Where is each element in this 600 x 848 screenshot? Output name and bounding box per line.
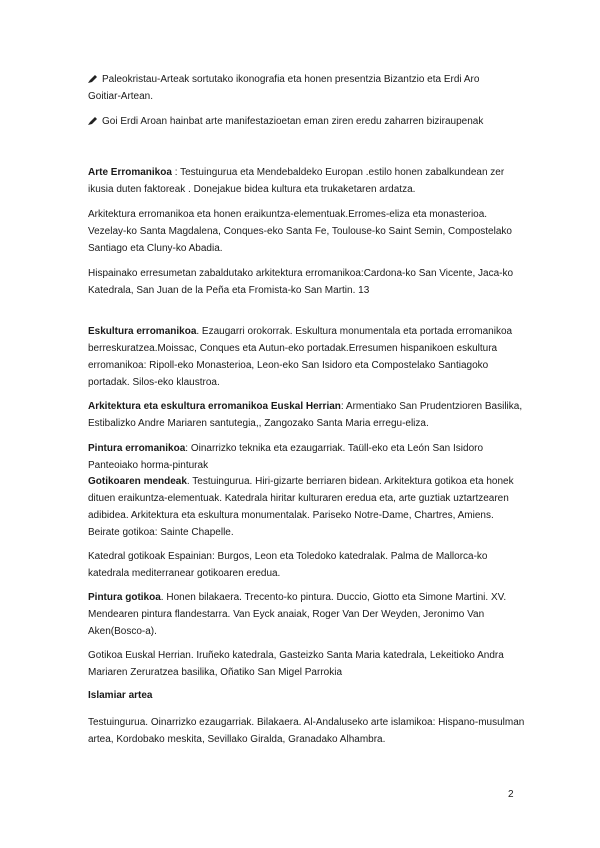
- bullet-continuation: [88, 88, 528, 105]
- pen-bullet-icon: [88, 75, 97, 83]
- paragraph-text: : Armentiako San Prudentzioren Basilika, Estibalizko Andre Mariaren santutegia,, Zangozako Santa Maria erregu-eliza.: [88, 401, 523, 429]
- paragraph-hispania: [88, 265, 528, 299]
- pen-bullet-icon: [88, 117, 97, 125]
- paragraph-text: : Testuingurua eta Mendebaldeko Europan .estilo honen zabalkundean zer ikusia duten faktoreak . Donejakue bidea kultura eta trukaketaren ardatza.: [88, 167, 505, 195]
- page-number: 2: [508, 789, 514, 800]
- paragraph-pintura-gotikoa: [88, 589, 528, 640]
- paragraph-arkitektura: [88, 206, 528, 257]
- paragraph-euskal-erromanikoa: [88, 398, 528, 432]
- paragraph-euskal-gotikoa: [88, 647, 528, 681]
- paragraph-pintura-erromanikoa: [88, 440, 528, 474]
- paragraph-text: Hispainako erresumetan zabaldutako arkitektura erromanikoa:Cardona-ko San Vicente, Jaca-ko Katedrala, San Juan de la Peña eta Fromista-ko San Martin. 13: [88, 268, 514, 296]
- paragraph-text: . Honen bilakaera. Trecento-ko pintura. Duccio, Giotto eta Simone Martini. XV. Mendearen pintura flandestarra. Van Eyck anaiak, Roger Van Der Weyden, Jeronimo Van Aken(Bosco-a).: [88, 592, 507, 637]
- bullet-text: Paleokristau-Arteak sortutako ikonografia eta honen presentzia Bizantzio eta Erdi Aro: [102, 74, 480, 85]
- paragraph-espainia: [88, 548, 528, 582]
- bullet-item: [88, 71, 528, 88]
- bullet-text: Goi Erdi Aroan hainbat arte manifestazioetan eman ziren eredu zaharren biziraupenak: [102, 116, 484, 127]
- section-heading: Arkitektura eta eskultura erromanikoa Euskal Herrian: [88, 401, 341, 412]
- section-heading: Arte Erromanikoa: [88, 167, 172, 178]
- paragraph-text: : Oinarrizko teknika eta ezaugarriak. Taüll-eko eta León San Isidoro Panteoiako horma-pinturak: [88, 443, 484, 471]
- section-heading: Pintura gotikoa: [88, 592, 161, 603]
- paragraph-text: Gotikoa Euskal Herrian. Iruñeko katedrala, Gasteizko Santa Maria katedrala, Lekeitioko Andra Mariaren Zeruratzea basilika, Oñatiko San Migel Parrokia: [88, 650, 504, 678]
- section-heading: Pintura erromanikoa: [88, 443, 186, 454]
- section-heading: Eskultura erromanikoa: [88, 326, 197, 337]
- paragraph-text: . Ezaugarri orokorrak. Eskultura monumentala eta portada erromanikoa berreskuratzea.Moissac, Conques eta Autun-eko portadak.Erresumen hispanikoen eskultura erromanikoa: Ripoll-eko Monasterioa, Leon-eko San Isidoro eta Compostelako Santiagoko portadak. Silos-eko klaustroa.: [88, 326, 513, 388]
- paragraph-islamiar: [88, 714, 528, 748]
- section-heading: Islamiar artea: [88, 690, 153, 701]
- paragraph-eskultura: [88, 323, 528, 391]
- bullet-item: [88, 113, 528, 130]
- paragraph-text: . Testuingurua. Hiri-gizarte berriaren bidean. Arkitektura gotikoa eta honek dituen eraikuntza-elementuak. Katedrala hiritar kulturaren eredua eta, arte guztiak uztartzearen adibidea. Arkitektura eta eskultura monumentalak. Pariseko Notre-Dame, Chartres, Amiens. Beirate gotikoa: Sainte Chapelle.: [88, 476, 514, 538]
- paragraph-text: Testuingurua. Oinarrizko ezaugarriak. Bilakaera. Al-Andaluseko arte islamikoa: Hispano-musulman artea, Kordobako meskita, Sevillako Giralda, Granadako Alhambra.: [88, 717, 525, 745]
- paragraph-text: Katedral gotikoak Espainian: Burgos, Leon eta Toledoko katedralak. Palma de Mallorca-ko katedrala mediterranear gotikoaren eredua.: [88, 551, 488, 579]
- paragraph-gotikoa: [88, 473, 528, 541]
- heading-islamiar: [88, 687, 528, 704]
- paragraph-text: Arkitektura erromanikoa eta honen eraikuntza-elementuak.Erromes-eliza eta monasterioa. Vezelay-ko Santa Magdalena, Conques-eko Santa Fe, Toulouse-ko Saint Semin, Compostelako Santiago eta Cluny-ko Abadia.: [88, 209, 512, 254]
- bullet-text: Goitiar-Artean.: [88, 91, 154, 102]
- section-heading: Gotikoaren mendeak: [88, 476, 187, 487]
- paragraph-arte-erromanikoa: [88, 164, 528, 198]
